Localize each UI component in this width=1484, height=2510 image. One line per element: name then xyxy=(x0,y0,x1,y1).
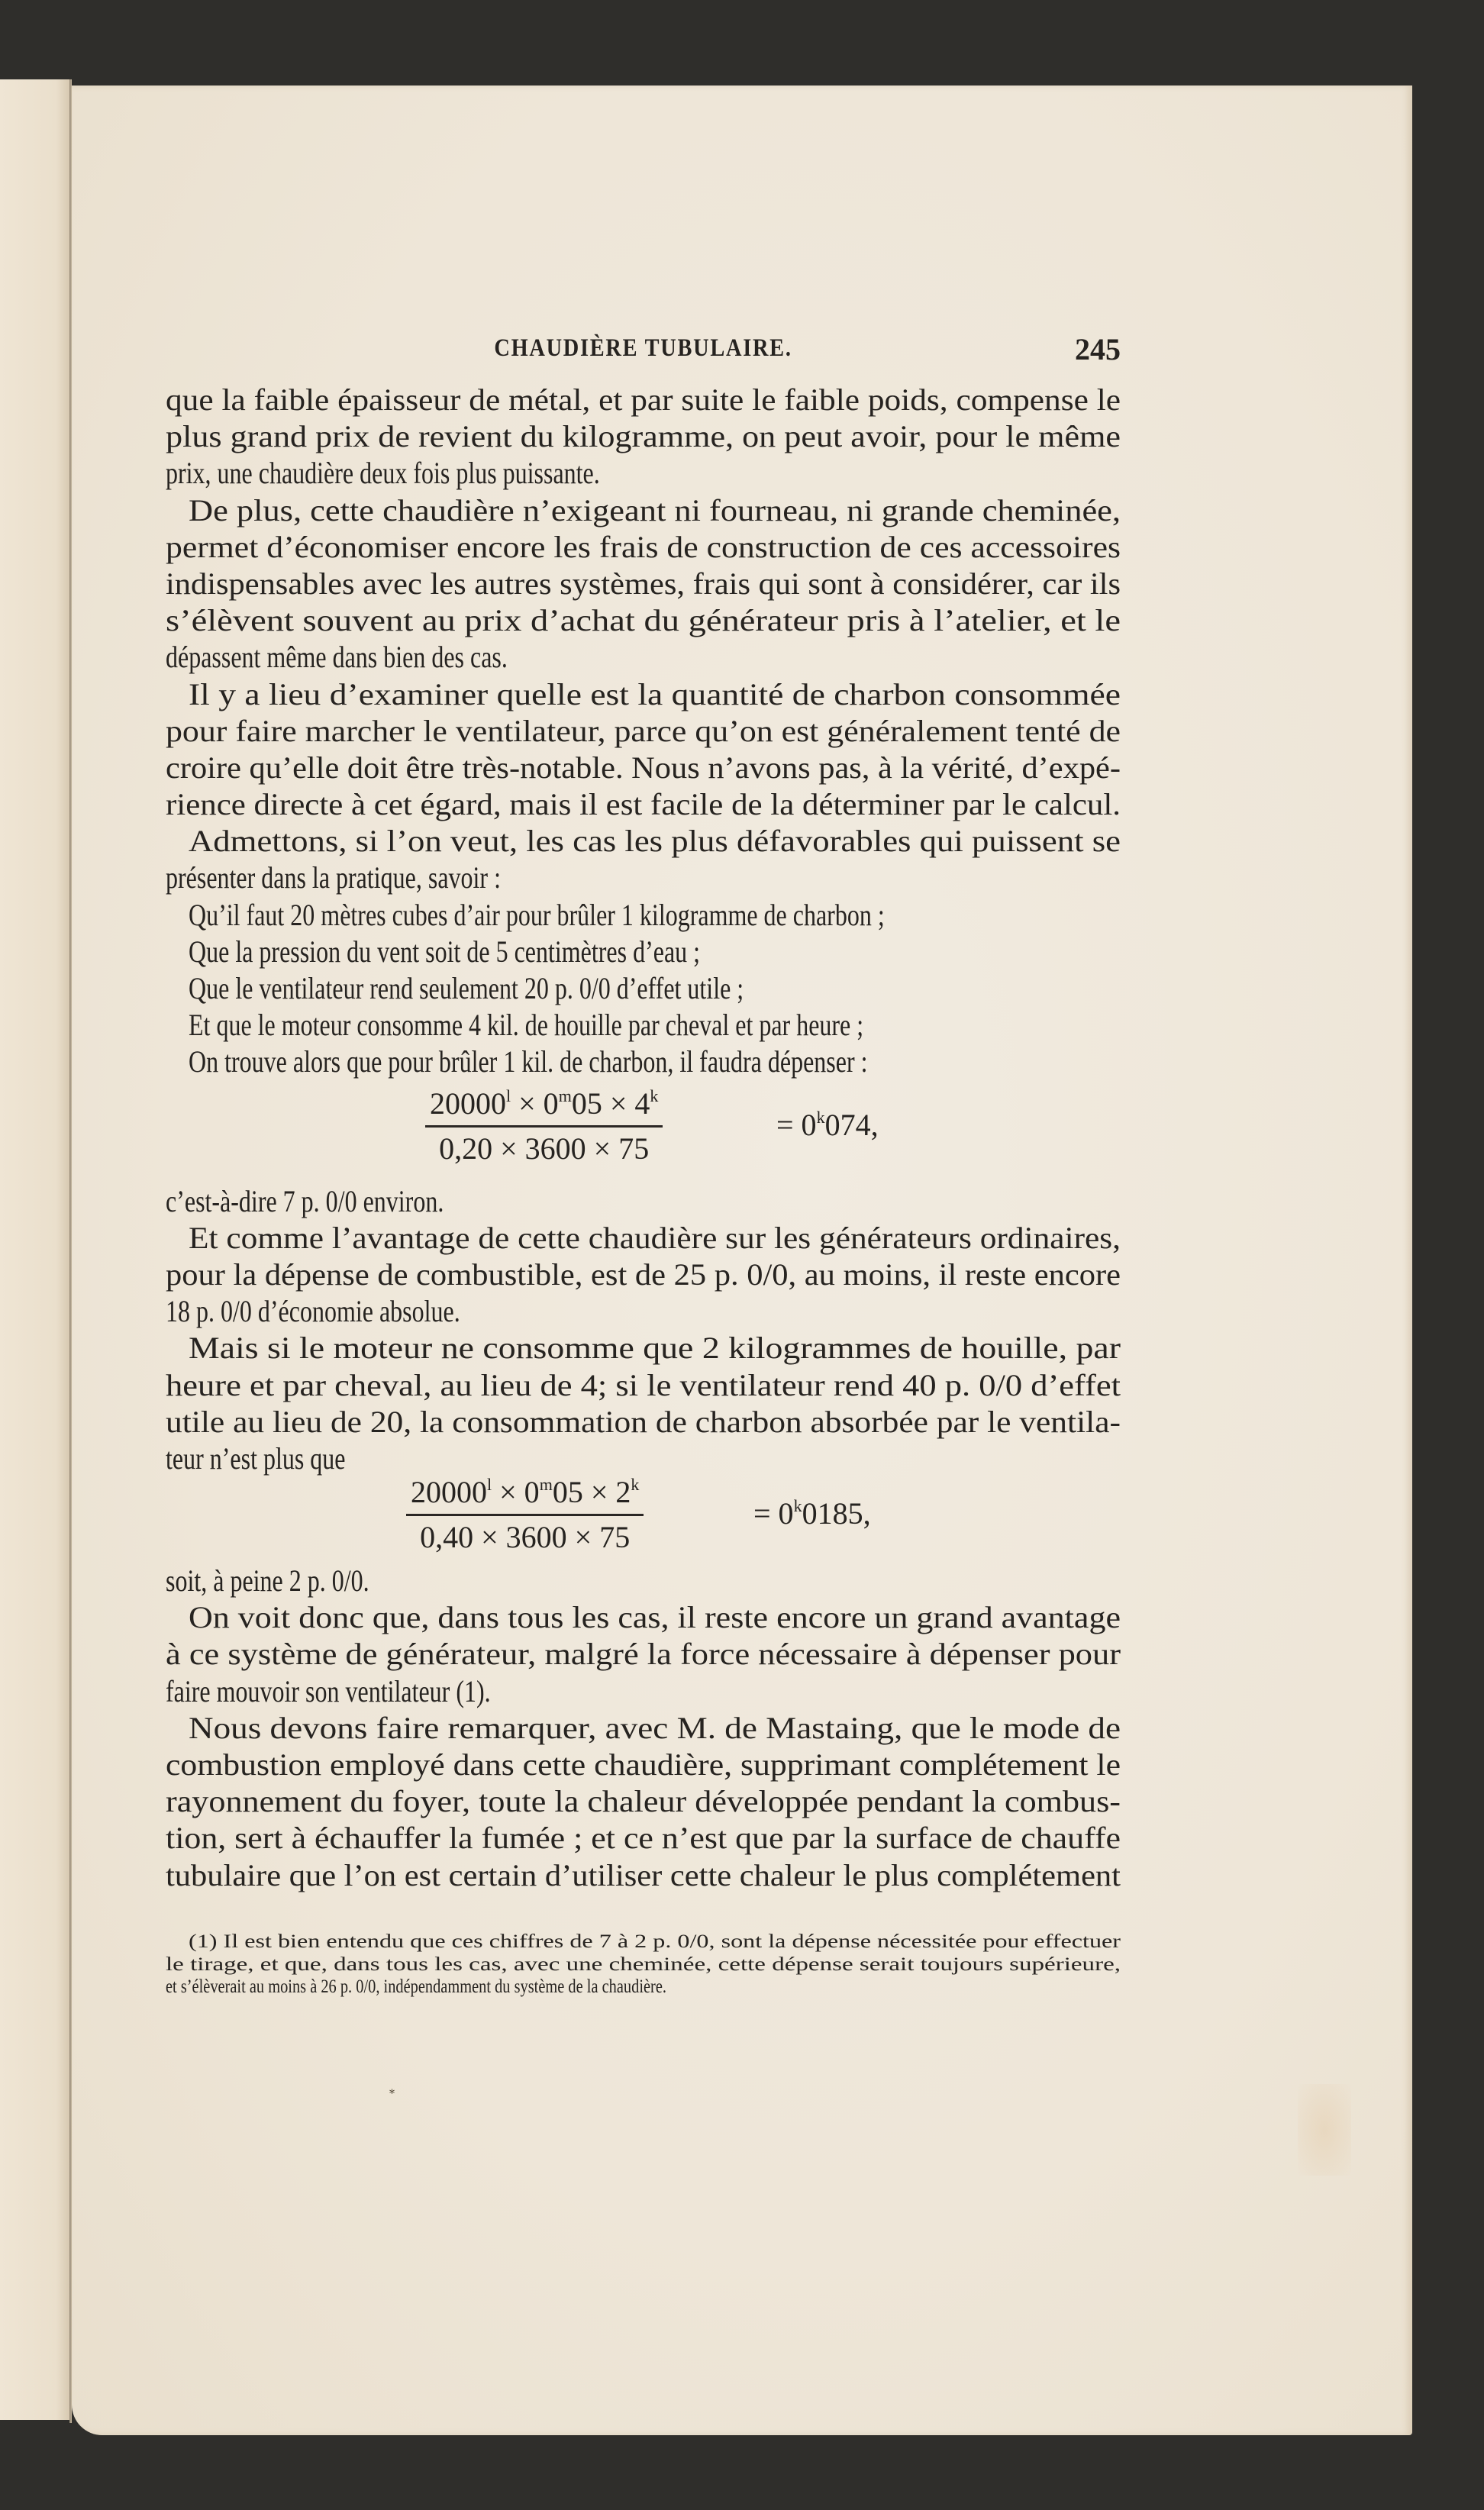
paper-speck: * xyxy=(389,2088,395,2100)
formula-2 xyxy=(166,1477,1121,1563)
fraction xyxy=(406,1473,644,1557)
text-line: Admettons, si l’on veut, les cas les plus défavorables qui puissent se xyxy=(189,824,1121,859)
text-line: à ce système de générateur, malgré la force nécessaire à dépenser pour xyxy=(166,1637,1121,1672)
text-line: Que le ventilateur rend seulement 20 p. 0/0 d’effet utile ; xyxy=(189,971,744,1005)
fraction-bar xyxy=(425,1125,663,1128)
text-line: croire qu’elle doit être très-notable. Nous n’avons pas, à la vérité, d’expé- xyxy=(166,750,1121,785)
text-line: que la faible épaisseur de métal, et par suite le faible poids, compense le xyxy=(166,382,1121,417)
text-line: Il y a lieu d’examiner quelle est la quantité de charbon consommée xyxy=(189,676,1121,711)
text-line: teur n’est plus que xyxy=(166,1441,346,1476)
paper-stain xyxy=(1298,2084,1351,2176)
fraction xyxy=(425,1084,663,1169)
facing-page-edge xyxy=(0,79,70,2420)
footnote-line: et s’élèverait au moins à 26 p. 0/0, indépendamment du système de la chaudière. xyxy=(166,1975,666,1997)
footnote-line: (1) Il est bien entendu que ces chiffres de 7 à 2 p. 0/0, sont la dépense nécessitée pour effectuer xyxy=(189,1930,1121,1952)
text-line: combustion employé dans cette chaudière, supprimant complétement le xyxy=(166,1747,1121,1782)
text-line: utile au lieu de 20, la consommation de charbon absorbée par le ventila- xyxy=(166,1404,1121,1439)
text-line: tion, sert à échauffer la fumée ; et ce n’est que par la surface de chauffe xyxy=(166,1821,1121,1856)
text-line: permet d’économiser encore les frais de construction de ces accessoires xyxy=(166,529,1121,564)
text-line: 18 p. 0/0 d’économie absolue. xyxy=(166,1294,460,1329)
text-line: soit, à peine 2 p. 0/0. xyxy=(166,1563,369,1599)
text-line: On voit donc que, dans tous les cas, il reste encore un grand avantage xyxy=(189,1600,1121,1635)
text-line: faire mouvoir son ventilateur (1). xyxy=(166,1673,491,1708)
text-line: Nous devons faire remarquer, avec M. de Mastaing, que le mode de xyxy=(189,1710,1121,1745)
text-line: dépassent même dans bien des cas. xyxy=(166,640,508,675)
text-line: rayonnement du foyer, toute la chaleur développée pendant la combus- xyxy=(166,1784,1121,1819)
text-line: Et que le moteur consomme 4 kil. de houille par cheval et par heure ; xyxy=(189,1008,864,1043)
text-line: prix, une chaudière deux fois plus puissante. xyxy=(166,456,600,491)
denominator: 0,20 × 3600 × 75 xyxy=(439,1131,650,1166)
text-line: tubulaire que l’on est certain d’utiliser cette chaleur le plus complétement xyxy=(166,1857,1121,1892)
running-head xyxy=(166,334,1121,373)
text-line: rience directe à cet égard, mais il est facile de la déterminer par le calcul. xyxy=(166,787,1121,822)
text-line: Que la pression du vent soit de 5 centimètres d’eau ; xyxy=(189,934,701,969)
text-line: pour faire marcher le ventilateur, parce qu’on est généralement tenté de xyxy=(166,713,1121,748)
body-text xyxy=(166,382,1121,1894)
denominator: 0,40 × 3600 × 75 xyxy=(420,1520,631,1555)
text-line: s’élèvent souvent au prix d’achat du générateur pris à l’atelier, et le xyxy=(166,603,1121,638)
footnote-line: le tirage, et que, dans tous les cas, avec une cheminée, cette dépense serait toujours supérieure, xyxy=(166,1952,1121,1975)
formula-result: = $0^k074$, xyxy=(776,1107,879,1142)
text-line: présenter dans la pratique, savoir : xyxy=(166,860,501,895)
footnote xyxy=(166,1930,1121,1998)
text-line: pour la dépense de combustible, est de 25 p. 0/0, au moins, il reste encore xyxy=(166,1257,1121,1292)
text-line: heure et par cheval, au lieu de 4; si le ventilateur rend 40 p. 0/0 d’effet xyxy=(166,1367,1121,1402)
text-line: Qu’il faut 20 mètres cubes d’air pour brûler 1 kilogramme de charbon ; xyxy=(189,897,885,932)
text-line: On trouve alors que pour brûler 1 kil. de charbon, il faudra dépenser : xyxy=(189,1044,868,1079)
text-line: De plus, cette chaudière n’exigeant ni fourneau, ni grande cheminée, xyxy=(189,492,1121,527)
fraction-bar xyxy=(406,1514,644,1516)
page-number: 245 xyxy=(1075,332,1121,366)
numerator: $20000^l \times 0^m05 \times 2^k$ xyxy=(411,1475,640,1510)
formula-result: = $0^k0185$, xyxy=(753,1496,871,1531)
formula-1 xyxy=(166,1081,1121,1183)
text-line: plus grand prix de revient du kilogramme, on peut avoir, pour le même xyxy=(166,419,1121,454)
running-title: CHAUDIÈRE TUBULAIRE. xyxy=(494,334,792,362)
text-line: Et comme l’avantage de cette chaudière sur les générateurs ordinaires, xyxy=(189,1220,1121,1255)
text-line: indispensables avec les autres systèmes, frais qui sont à considérer, car ils xyxy=(166,566,1121,601)
text-line: c’est-à-dire 7 p. 0/0 environ. xyxy=(166,1183,444,1218)
text-line: Mais si le moteur ne consomme que 2 kilogrammes de houille, par xyxy=(189,1331,1121,1366)
numerator: $20000^l \times 0^m05 \times 4^k$ xyxy=(430,1086,659,1121)
